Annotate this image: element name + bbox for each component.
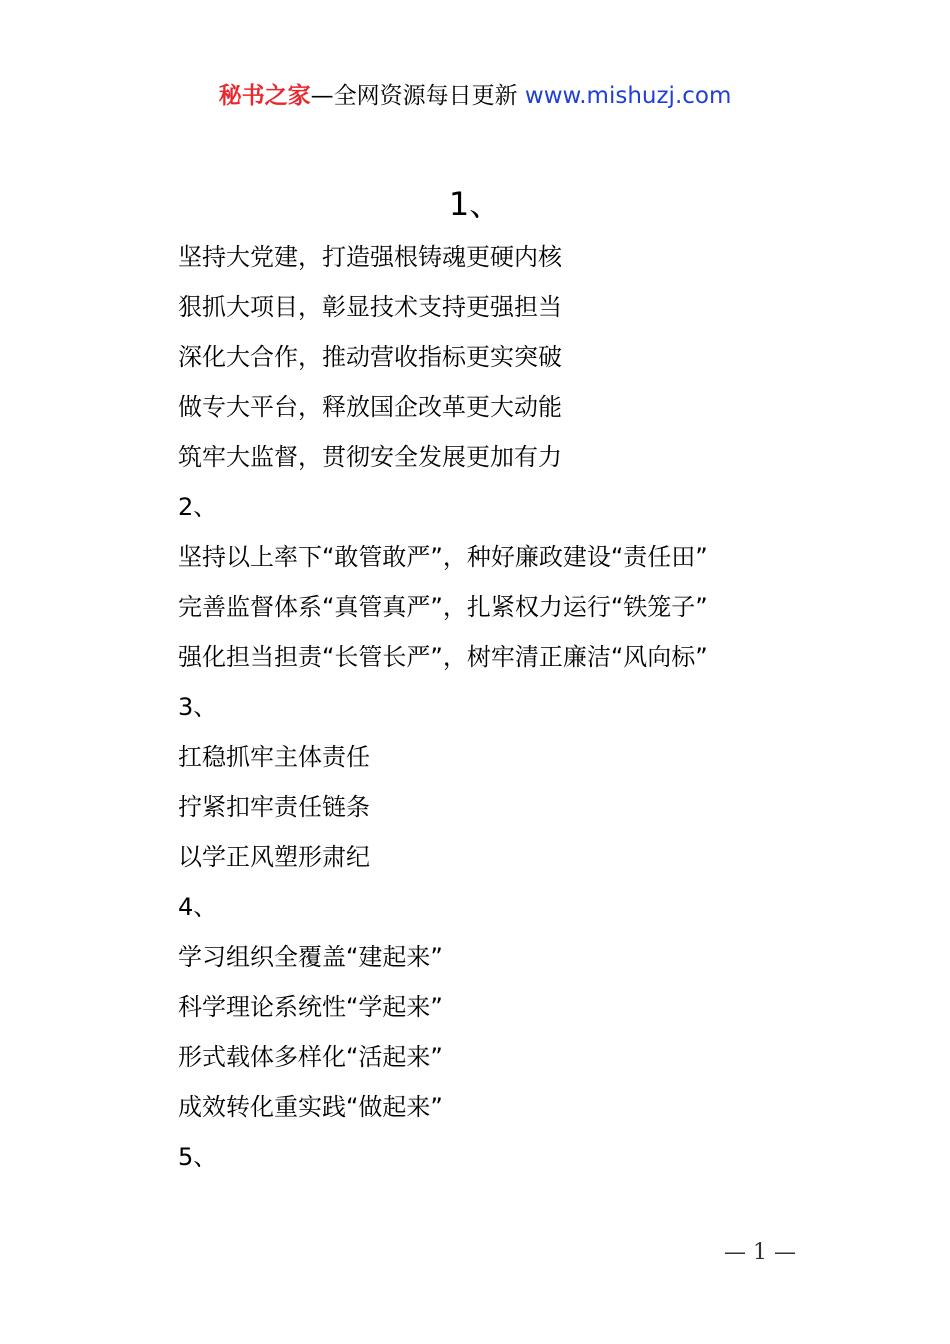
brand-name: 秘书之家 xyxy=(218,83,311,109)
text-line: 坚持大党建，打造强根铸魂更硬内核 xyxy=(178,243,562,271)
section-heading: 1、 xyxy=(448,185,502,223)
text-line: 拧紧扣牢责任链条 xyxy=(178,793,370,821)
document-body xyxy=(178,232,878,1182)
site-url-link[interactable]: www.mishuzj.com xyxy=(524,83,732,109)
page-number: — 1 — xyxy=(724,1240,796,1265)
text-line: 形式载体多样化“活起来” xyxy=(178,1043,443,1071)
text-line: 完善监督体系“真管真严”，扎紧权力运行“铁笼子” xyxy=(178,593,708,621)
banner-slogan: —全网资源每日更新 xyxy=(310,83,518,109)
section-number: 4、 xyxy=(178,893,218,921)
site-banner xyxy=(0,80,950,112)
text-line: 深化大合作，推动营收指标更实突破 xyxy=(178,343,562,371)
text-line: 科学理论系统性“学起来” xyxy=(178,993,443,1021)
text-line: 学习组织全覆盖“建起来” xyxy=(178,943,443,971)
text-line: 以学正风塑形肃纪 xyxy=(178,843,370,871)
section-number: 5、 xyxy=(178,1143,218,1171)
text-line: 扛稳抓牢主体责任 xyxy=(178,743,370,771)
text-line: 强化担当担责“长管长严”，树牢清正廉洁“风向标” xyxy=(178,643,708,671)
section-number: 2、 xyxy=(178,493,218,521)
text-line: 狠抓大项目，彰显技术支持更强担当 xyxy=(178,293,562,321)
text-line: 做专大平台，释放国企改革更大动能 xyxy=(178,393,562,421)
text-line: 筑牢大监督，贯彻安全发展更加有力 xyxy=(178,443,562,471)
text-line: 成效转化重实践“做起来” xyxy=(178,1093,443,1121)
section-number: 3、 xyxy=(178,693,218,721)
text-line: 坚持以上率下“敢管敢严”，种好廉政建设“责任田” xyxy=(178,543,708,571)
